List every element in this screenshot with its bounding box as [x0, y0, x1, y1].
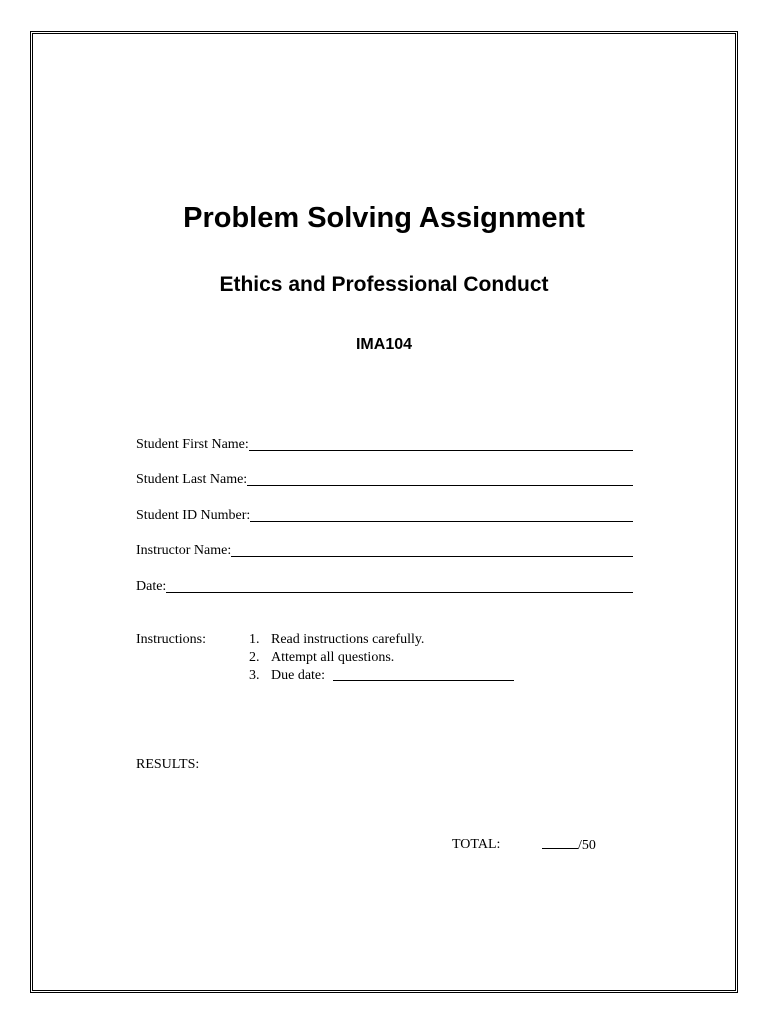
date-label: Date:	[136, 579, 167, 594]
date-input-line[interactable]	[166, 592, 633, 593]
total-label: TOTAL:	[452, 837, 501, 852]
first-name-label: Student First Name:	[136, 437, 249, 452]
instruction-item	[249, 649, 514, 667]
instruction-text: Read instructions carefully.	[271, 632, 425, 647]
instructor-name-label: Instructor Name:	[136, 543, 232, 558]
instruction-number: 3.	[249, 668, 260, 683]
due-date-input-line[interactable]	[333, 667, 514, 681]
instructor-name-field	[136, 540, 633, 560]
instruction-number: 2.	[249, 650, 260, 665]
first-name-input-line[interactable]	[249, 450, 633, 451]
instructions-label: Instructions:	[136, 632, 206, 647]
last-name-input-line[interactable]	[247, 485, 633, 486]
student-id-input-line[interactable]	[250, 521, 633, 522]
first-name-field	[136, 434, 633, 454]
last-name-field	[136, 469, 633, 489]
student-id-label: Student ID Number:	[136, 508, 251, 523]
instruction-item	[249, 631, 514, 649]
student-id-field	[136, 505, 633, 525]
instruction-text: Due date:	[271, 668, 326, 683]
date-field	[136, 576, 633, 596]
score-input-line[interactable]	[542, 836, 578, 849]
total-score	[542, 836, 596, 855]
document-subtitle: Ethics and Professional Conduct	[219, 273, 549, 296]
instruction-number: 1.	[249, 632, 260, 647]
score-max: /50	[578, 838, 596, 853]
instruction-item	[249, 667, 514, 685]
results-label: RESULTS:	[136, 757, 200, 772]
course-code: IMA104	[355, 336, 413, 353]
last-name-label: Student Last Name:	[136, 472, 248, 487]
instruction-text: Attempt all questions.	[271, 650, 395, 665]
document-title: Problem Solving Assignment	[183, 202, 585, 234]
instructions-list	[249, 631, 514, 685]
instructor-name-input-line[interactable]	[231, 556, 633, 557]
